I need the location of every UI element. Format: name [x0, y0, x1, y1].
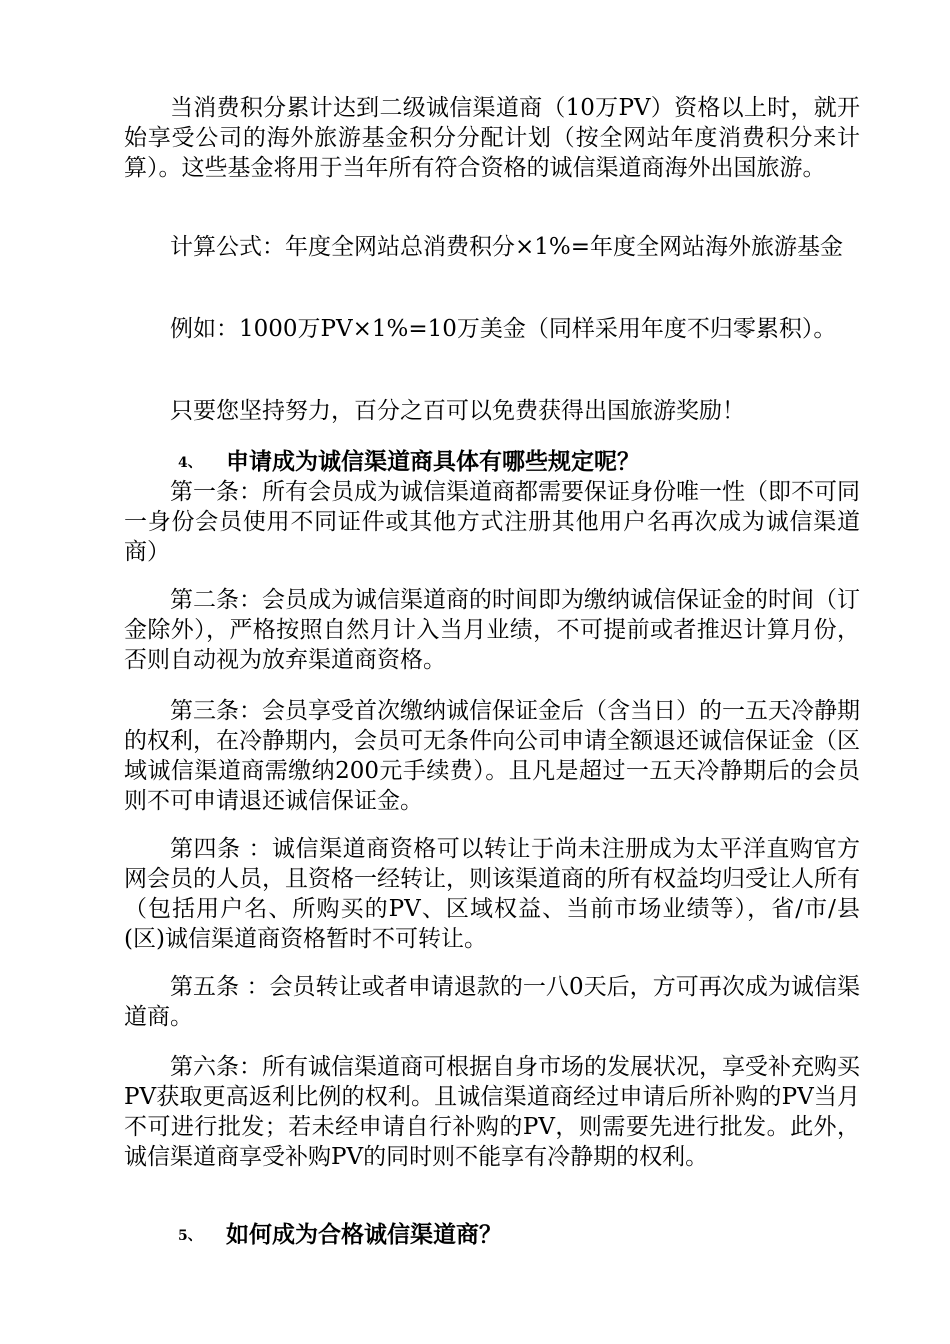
- paragraph-encouragement: 只要您坚持努力，百分之百可以免费获得出国旅游奖励！: [170, 398, 745, 424]
- rule-5: 第五条 ：会员转让或者申请退款的一八0天后，方可再次成为诚信渠道商。: [124, 974, 860, 1030]
- section-5-number: 5、: [178, 1228, 202, 1244]
- rule-6: 第六条：所有诚信渠道商可根据自身市场的发展状况，享受补充购买PV获取更高返利比例的权利。且诚信渠道商经过申请后所补购的PV当月不可进行批发；若未经申请自行补购的PV，则需要先进行批发。此外，诚信渠道商享受补购PV的同时则不能享有冷静期的权利。: [124, 1054, 860, 1170]
- rule-2: 第二条：会员成为诚信渠道商的时间即为缴纳诚信保证金的时间（订金除外），严格按照自然月计入当月业绩，不可提前或者推迟计算月份，否则自动视为放弃渠道商资格。: [124, 587, 860, 673]
- rule-1: 第一条：所有会员成为诚信渠道商都需要保证身份唯一性（即不可同一身份会员使用不同证件或其他方式注册其他用户名再次成为诚信渠道商）: [124, 479, 860, 565]
- section-5-heading: [178, 1220, 502, 1251]
- rule-4: 第四条 ：诚信渠道商资格可以转让于尚未注册成为太平洋直购官方网会员的人员，且资格一经转让，则该渠道商的所有权益均归受让人所有（包括用户名、所购买的PV、区域权益、当前市场业绩等），省/市/县(区)诚信渠道商资格暂时不可转让。: [124, 836, 860, 952]
- section-4-title: 申请成为诚信渠道商具体有哪些规定呢？: [226, 448, 640, 475]
- rule-3: 第三条：会员享受首次缴纳诚信保证金后（含当日）的一五天冷静期的权利，在冷静期内，会员可无条件向公司申请全额退还诚信保证金（区域诚信渠道商需缴纳200元手续费）。且凡是超过一五天冷静期后的会员则不可申请退还诚信保证金。: [124, 698, 860, 814]
- paragraph-example: 例如：1000万PV×1%=10万美金（同样采用年度不归零累积）。: [170, 316, 837, 342]
- section-5-title: 如何成为合格诚信渠道商？: [226, 1221, 502, 1248]
- section-4-heading: [178, 447, 640, 478]
- section-4-number: 4、: [178, 455, 202, 471]
- paragraph-travel-fund: 当消费积分累计达到二级诚信渠道商（10万PV）资格以上时，就开始享受公司的海外旅游基金积分分配计划（按全网站年度消费积分来计算）。这些基金将用于当年所有符合资格的诚信渠道商海外出国旅游。: [124, 95, 860, 181]
- paragraph-formula: 计算公式：年度全网站总消费积分×1%=年度全网站海外旅游基金: [170, 234, 844, 260]
